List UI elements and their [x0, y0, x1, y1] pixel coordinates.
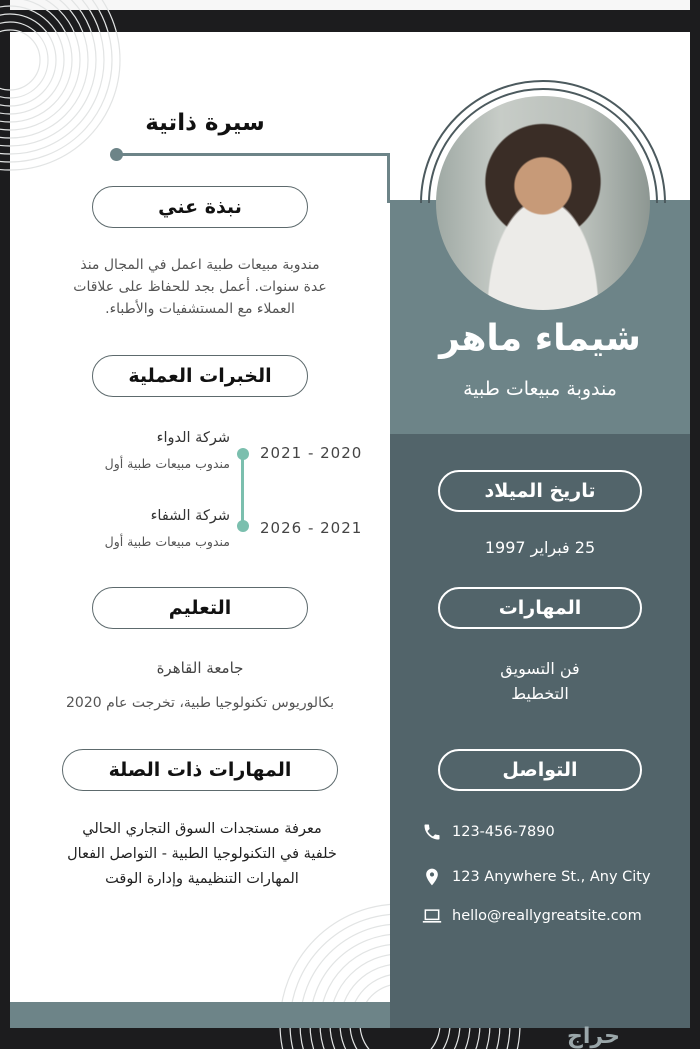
resume-page [10, 32, 690, 1049]
experience-heading-label: الخبرات العملية [128, 365, 272, 387]
experience-years: 2026 - 2021 [260, 519, 363, 537]
right-panel-body [390, 434, 690, 1028]
laptop-icon [422, 906, 442, 926]
connector-line-vertical [387, 153, 390, 203]
phone-icon [422, 822, 442, 842]
experience-years: 2021 - 2020 [260, 444, 363, 462]
email-address[interactable]: hello@reallygreatsite.com [452, 908, 642, 924]
contact-phone [422, 822, 555, 842]
skill-item: التخطيط [511, 684, 569, 703]
about-heading-label: نبذة عني [158, 196, 242, 218]
profile-photo [436, 96, 650, 310]
bottom-band [10, 1002, 390, 1028]
experience-company: شركة الشفاء [150, 508, 230, 524]
contact-heading [438, 749, 642, 791]
connector-line [116, 153, 390, 156]
address-text: 123 Anywhere St., Any City [452, 869, 651, 885]
related-skills-heading [62, 749, 338, 791]
top-strip [10, 0, 690, 10]
contact-email [422, 906, 642, 926]
education-university: جامعة القاهرة [156, 659, 244, 677]
related-skill-line: خلفية في التكنولوجيا الطبية - التواصل الفعال [67, 846, 337, 862]
skills-heading [438, 587, 642, 629]
education-degree: بكالوريوس تكنولوجيا طبية، تخرجت عام 2020 [66, 695, 334, 711]
connector-dot [110, 148, 123, 161]
about-heading [92, 186, 308, 228]
about-line: العملاء مع المستشفيات والأطباء. [105, 301, 295, 317]
location-pin-icon [422, 867, 442, 887]
watermark-logo: حراج [567, 1024, 620, 1049]
experience-position: مندوب مبيعات طبية أول [104, 456, 230, 471]
experience-company: شركة الدواء [156, 430, 230, 446]
timeline-line [241, 454, 244, 526]
education-heading-label: التعليم [168, 597, 232, 619]
birth-heading [438, 470, 642, 512]
timeline-dot [237, 520, 249, 532]
birth-heading-label: تاريخ الميلاد [484, 480, 596, 502]
related-skills-text [32, 817, 372, 892]
about-line: عدة سنوات. أعمل بجد للحفاظ على علاقات [73, 279, 327, 295]
skills-heading-label: المهارات [498, 597, 582, 619]
about-line: مندوبة مبيعات طبية اعمل في المجال منذ [80, 257, 320, 273]
skill-item: فن التسويق [500, 659, 580, 678]
page-title: سيرة ذاتية [145, 110, 265, 136]
person-role: مندوبة مبيعات طبية [463, 378, 617, 400]
birth-date: 25 فبراير 1997 [484, 538, 596, 557]
person-name: شيماء ماهر [439, 318, 641, 359]
phone-number[interactable]: 123-456-7890 [452, 824, 555, 840]
skills-list [430, 656, 650, 706]
contact-address [422, 867, 651, 887]
related-skills-heading-label: المهارات ذات الصلة [108, 759, 292, 781]
experience-heading [92, 355, 308, 397]
related-skill-line: المهارات التنظيمية وإدارة الوقت [105, 871, 299, 887]
education-heading [92, 587, 308, 629]
contact-heading-label: التواصل [502, 759, 578, 781]
about-text [40, 254, 360, 320]
decorative-arcs-icon [10, 60, 120, 170]
experience-position: مندوب مبيعات طبية أول [104, 534, 230, 549]
timeline-dot [237, 448, 249, 460]
related-skill-line: معرفة مستجدات السوق التجاري الحالي [82, 821, 322, 837]
